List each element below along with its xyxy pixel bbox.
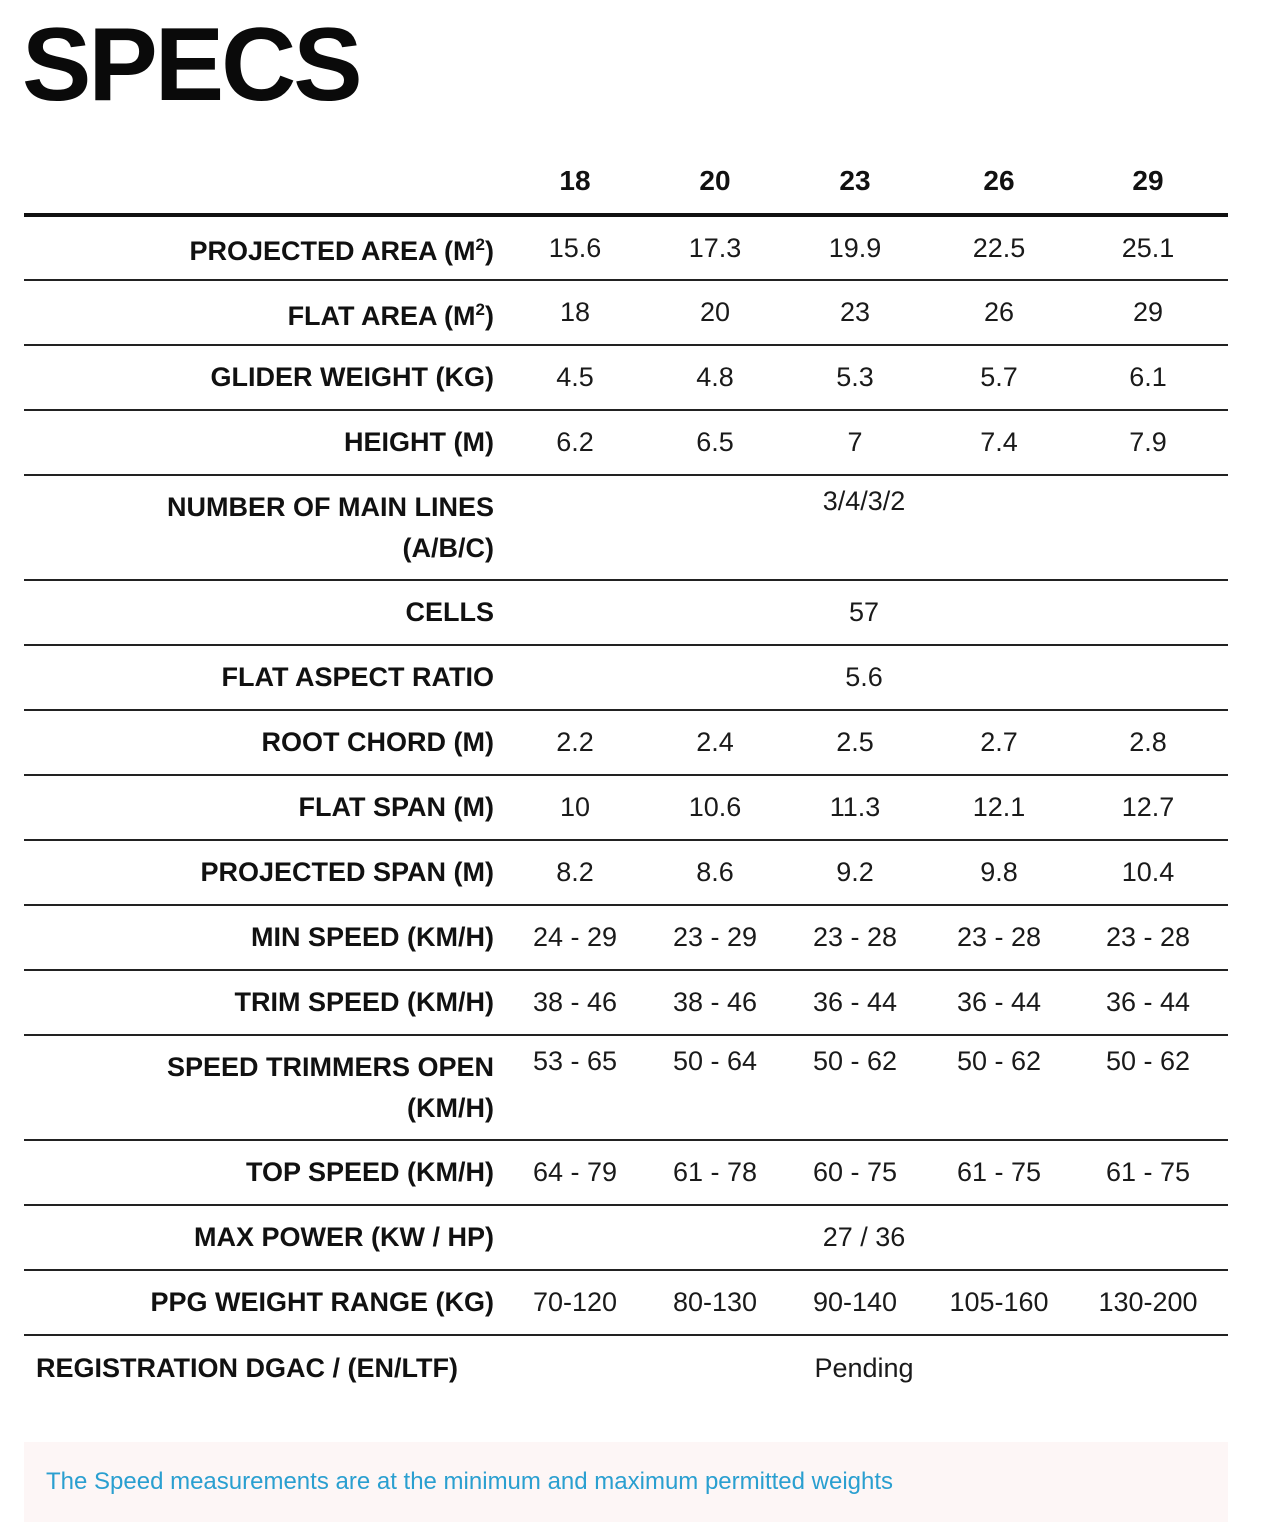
spec-row-projected-area bbox=[24, 215, 1228, 280]
size-header: 20 bbox=[650, 148, 780, 215]
spec-row-main-lines bbox=[24, 475, 1228, 580]
spec-value: 38 - 46 bbox=[532, 987, 618, 1017]
spec-value: 27 / 36 bbox=[822, 1222, 906, 1252]
spec-value: 5.7 bbox=[980, 362, 1018, 392]
spec-value: 2.2 bbox=[556, 727, 594, 757]
spec-value: 2.8 bbox=[1129, 727, 1167, 757]
spec-value: 18 bbox=[559, 297, 591, 327]
spec-value: 4.8 bbox=[696, 362, 734, 392]
spec-value: 8.2 bbox=[556, 857, 594, 887]
spec-value: 23 - 28 bbox=[1105, 922, 1191, 952]
spec-value: 60 - 75 bbox=[812, 1157, 898, 1187]
spec-value: 19.9 bbox=[828, 232, 882, 263]
spec-row-min-speed bbox=[24, 905, 1228, 970]
spec-value: 7.9 bbox=[1129, 427, 1167, 457]
spec-value: 10.4 bbox=[1121, 857, 1175, 887]
spec-value: 26 bbox=[983, 297, 1015, 327]
spec-value: 11.3 bbox=[829, 792, 881, 822]
spec-label: CELLS bbox=[405, 597, 494, 627]
size-header: 18 bbox=[500, 148, 650, 215]
page-title: SPECS bbox=[22, 7, 360, 123]
spec-value: 12.1 bbox=[972, 792, 1026, 822]
size-header: 29 bbox=[1068, 148, 1228, 215]
spec-value: 5.6 bbox=[845, 662, 883, 692]
spec-label: FLAT ASPECT RATIO bbox=[221, 662, 494, 692]
spec-value: 50 - 62 bbox=[1105, 1046, 1191, 1076]
spec-value: 36 - 44 bbox=[1105, 987, 1191, 1017]
spec-row-root-chord bbox=[24, 710, 1228, 775]
spec-value: 130-200 bbox=[1098, 1287, 1198, 1317]
spec-label: ROOT CHORD (M) bbox=[261, 727, 494, 757]
spec-row-flat-area bbox=[24, 280, 1228, 345]
spec-value: 36 - 44 bbox=[812, 987, 898, 1017]
spec-value: 50 - 62 bbox=[956, 1046, 1042, 1076]
spec-value: 2.5 bbox=[836, 727, 874, 757]
spec-row-speed-trimmers-open bbox=[24, 1035, 1228, 1140]
spec-value: 25.1 bbox=[1121, 232, 1175, 263]
spec-row-flat-span bbox=[24, 775, 1228, 840]
spec-value: 29 bbox=[1132, 297, 1164, 327]
spec-value: 2.4 bbox=[696, 727, 734, 757]
spec-value: 20 bbox=[699, 297, 731, 327]
spec-value: 10.6 bbox=[688, 792, 742, 822]
spec-row-projected-span bbox=[24, 840, 1228, 905]
spec-value: 36 - 44 bbox=[956, 987, 1042, 1017]
spec-value: 7.4 bbox=[980, 427, 1018, 457]
spec-value: 61 - 78 bbox=[672, 1157, 758, 1187]
spec-value: 12.7 bbox=[1121, 792, 1175, 822]
spec-value: 70-120 bbox=[532, 1287, 618, 1317]
spec-value: 7 bbox=[847, 427, 863, 457]
spec-value: 50 - 62 bbox=[812, 1046, 898, 1076]
spec-label: HEIGHT (M) bbox=[344, 427, 494, 457]
spec-value: 6.2 bbox=[556, 427, 594, 457]
spec-label: PPG WEIGHT RANGE (KG) bbox=[150, 1287, 494, 1317]
spec-label: NUMBER OF MAIN LINES (A/B/C) bbox=[167, 491, 494, 563]
header-blank-cell bbox=[24, 148, 500, 215]
spec-value: 5.3 bbox=[836, 362, 874, 392]
spec-value: 53 - 65 bbox=[532, 1046, 618, 1076]
spec-label: FLAT AREA $(M^2)$ bbox=[287, 299, 494, 331]
spec-value: 61 - 75 bbox=[1105, 1157, 1191, 1187]
spec-label: MAX POWER (KW / HP) bbox=[194, 1222, 494, 1252]
spec-row-height bbox=[24, 410, 1228, 475]
spec-label: TRIM SPEED (KM/H) bbox=[234, 987, 494, 1017]
size-header-row bbox=[24, 148, 1228, 215]
spec-label: MIN SPEED (KM/H) bbox=[251, 922, 494, 952]
spec-value: 8.6 bbox=[696, 857, 734, 887]
spec-value: 90-140 bbox=[812, 1287, 898, 1317]
spec-value: 24 - 29 bbox=[532, 922, 618, 952]
spec-value: 22.5 bbox=[972, 232, 1026, 263]
spec-row-registration bbox=[24, 1335, 1228, 1400]
spec-row-glider-weight bbox=[24, 345, 1228, 410]
spec-value: Pending bbox=[814, 1352, 914, 1383]
spec-label: PROJECTED AREA $(M^2)$ bbox=[189, 235, 494, 266]
spec-value: 9.2 bbox=[836, 857, 874, 887]
spec-label: FLAT SPAN (M) bbox=[298, 792, 494, 822]
specs-table bbox=[24, 148, 1228, 1400]
spec-value: 23 bbox=[839, 297, 871, 327]
spec-label: SPEED TRIMMERS OPEN (KM/H) bbox=[166, 1051, 494, 1123]
spec-value: 2.7 bbox=[980, 727, 1018, 757]
spec-row-top-speed bbox=[24, 1140, 1228, 1205]
spec-label: REGISTRATION DGAC / (EN/LTF) bbox=[36, 1352, 458, 1383]
spec-value: 80-130 bbox=[672, 1287, 758, 1317]
spec-value: 23 - 28 bbox=[812, 922, 898, 952]
speed-measurement-note bbox=[24, 1442, 1228, 1522]
spec-value: 10 bbox=[559, 792, 591, 822]
spec-value: 64 - 79 bbox=[532, 1157, 618, 1187]
spec-value: 15.6 bbox=[548, 232, 602, 263]
spec-label: GLIDER WEIGHT (KG) bbox=[210, 362, 494, 392]
spec-value: 6.5 bbox=[696, 427, 734, 457]
spec-value: 50 - 64 bbox=[672, 1046, 758, 1076]
spec-value: 61 - 75 bbox=[956, 1157, 1042, 1187]
spec-value: 3/4/3/2 bbox=[822, 486, 906, 516]
spec-value: 23 - 28 bbox=[956, 922, 1042, 952]
size-header: 23 bbox=[780, 148, 930, 215]
spec-label: PROJECTED SPAN (M) bbox=[200, 857, 494, 887]
spec-label: TOP SPEED (KM/H) bbox=[245, 1157, 494, 1187]
spec-value: 38 - 46 bbox=[672, 987, 758, 1017]
spec-value: 105-160 bbox=[949, 1287, 1049, 1317]
spec-row-ppg-weight-range bbox=[24, 1270, 1228, 1335]
spec-value: 57 bbox=[848, 597, 880, 627]
spec-value: 9.8 bbox=[980, 857, 1018, 887]
spec-row-cells bbox=[24, 580, 1228, 645]
spec-value: 17.3 bbox=[688, 232, 742, 263]
spec-value: 6.1 bbox=[1129, 362, 1167, 392]
spec-row-max-power bbox=[24, 1205, 1228, 1270]
spec-row-flat-aspect-ratio bbox=[24, 645, 1228, 710]
spec-row-trim-speed bbox=[24, 970, 1228, 1035]
spec-value: 4.5 bbox=[556, 362, 594, 392]
note-text: The Speed measurements are at the minimum and maximum permitted weights bbox=[46, 1468, 894, 1495]
size-header: 26 bbox=[930, 148, 1068, 215]
spec-value: 23 - 29 bbox=[672, 922, 758, 952]
